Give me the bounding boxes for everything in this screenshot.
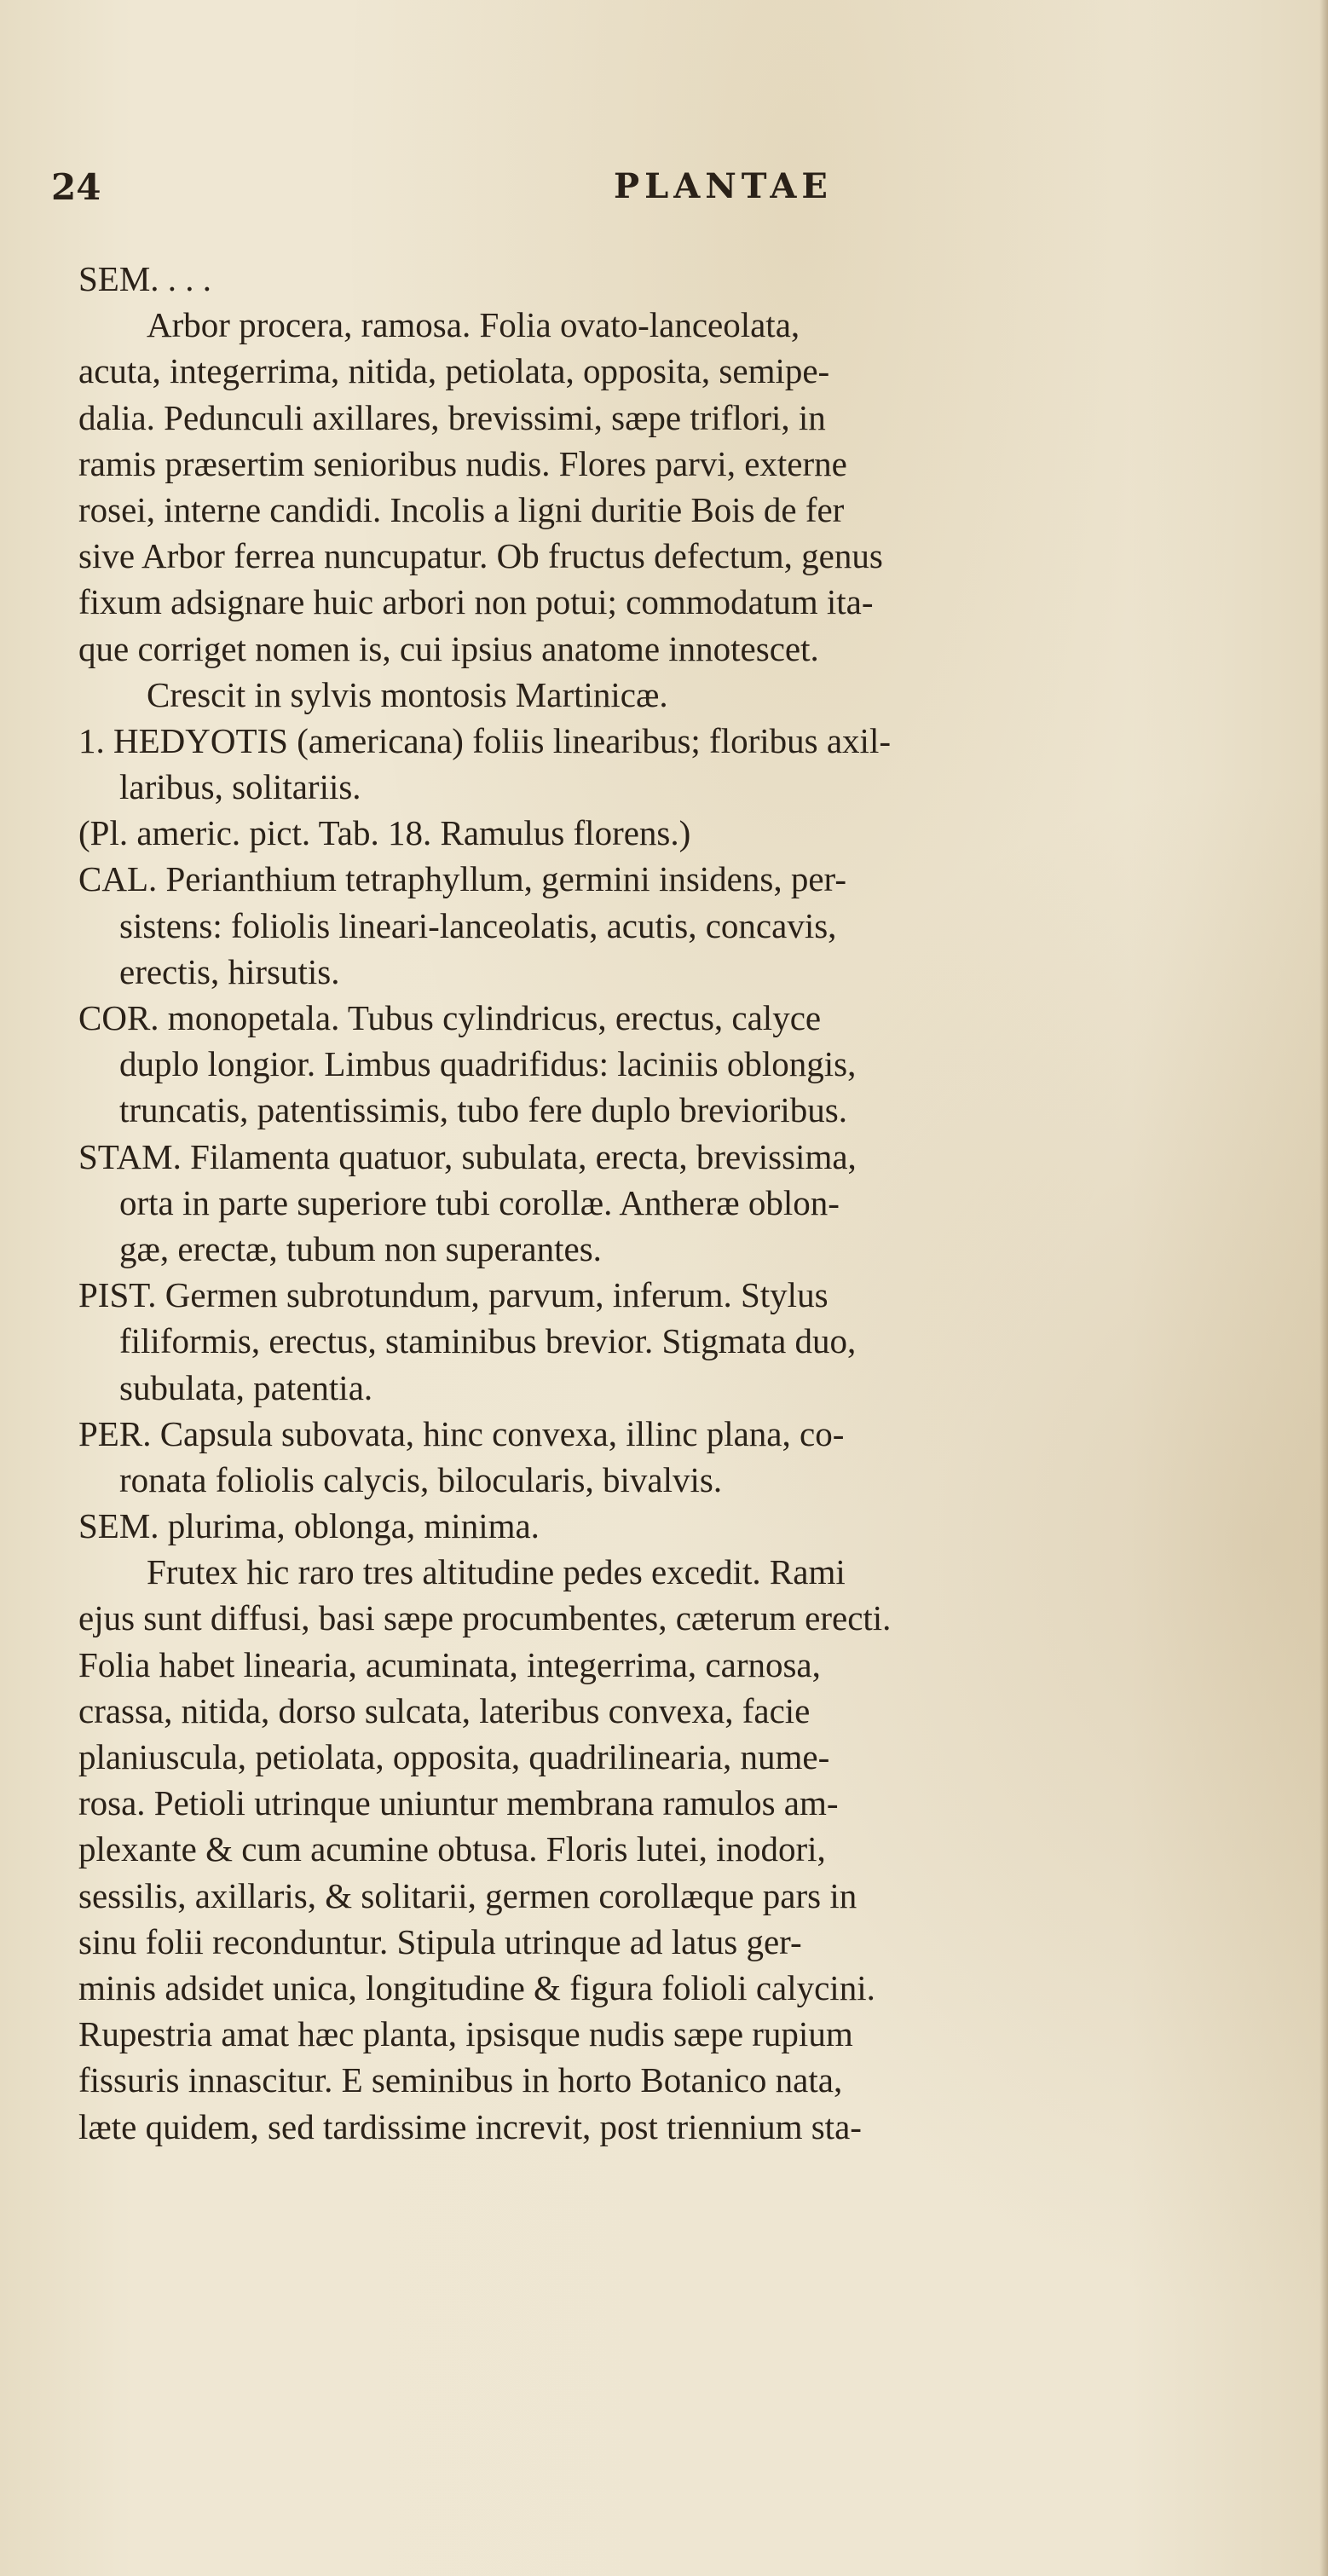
text-line: STAM. Filamenta quatuor, subulata, erecta, brevissima,	[78, 1136, 857, 1176]
text-line: ronata foliolis calycis, bilocularis, bivalvis.	[119, 1459, 723, 1499]
text-line: erectis, hirsutis.	[119, 951, 340, 991]
text-line: Crescit in sylvis montosis Martinicæ.	[147, 674, 668, 714]
text-line: planiuscula, petiolata, opposita, quadrilinearia, nume-	[78, 1737, 830, 1776]
text-line: Arbor procera, ramosa. Folia ovato-lanceolata,	[147, 305, 800, 345]
text-line: COR. monopetala. Tubus cylindricus, erectus, calyce	[78, 998, 822, 1037]
text-line: duplo longior. Limbus quadrifidus: laciniis oblongis,	[119, 1044, 857, 1084]
page-header	[51, 166, 1244, 217]
page-edge-shadow	[1319, 0, 1328, 2576]
text-line: PER. Capsula subovata, hinc convexa, illinc plana, co-	[78, 1413, 845, 1453]
text-line: minis adsidet unica, longitudine & figura folioli calycini.	[78, 1967, 875, 2007]
text-line: sive Arbor ferrea nuncupatur. Ob fructus defectum, genus	[78, 536, 883, 576]
text-line: filiformis, erectus, staminibus brevior. Stigmata duo,	[119, 1321, 857, 1361]
text-line: sistens: foliolis lineari-lanceolatis, acutis, concavis,	[119, 905, 837, 945]
text-line: (Pl. americ. pict. Tab. 18. Ramulus florens.)	[78, 813, 691, 853]
page-number: 24	[51, 166, 101, 208]
text-line: ejus sunt diffusi, basi sæpe procumbentes, cæterum erecti.	[78, 1598, 892, 1638]
text-line: ramis præsertim senioribus nudis. Flores parvi, externe	[78, 443, 847, 483]
text-line: plexante & cum acumine obtusa. Floris lutei, inodori,	[78, 1829, 826, 1869]
text-line: 1. HEDYOTIS (americana) foliis linearibus; floribus axil-	[78, 720, 891, 760]
text-line: truncatis, patentissimis, tubo fere duplo brevioribus.	[119, 1090, 848, 1130]
text-line: fissuris innascitur. E seminibus in horto Botanico nata,	[78, 2060, 843, 2100]
text-line: gæ, erectæ, tubum non superantes.	[119, 1228, 602, 1268]
text-line: PIST. Germen subrotundum, parvum, inferum. Stylus	[78, 1275, 829, 1315]
text-line: sessilis, axillaris, & solitarii, germen corollæque pars in	[78, 1875, 857, 1915]
text-line: que corriget nomen is, cui ipsius anatome innotescet.	[78, 628, 819, 668]
text-line: SEM. plurima, oblonga, minima.	[78, 1506, 540, 1546]
text-line: orta in parte superiore tubi corollæ. Antheræ oblon-	[119, 1182, 840, 1222]
text-line: fixum adsignare huic arbori non potui; commodatum ita-	[78, 582, 874, 622]
text-line: sinu folii reconduntur. Stipula utrinque ad latus ger-	[78, 1921, 802, 1961]
text-line: rosa. Petioli utrinque uniuntur membrana ramulos am-	[78, 1783, 839, 1823]
text-line: Frutex hic raro tres altitudine pedes excedit. Rami	[147, 1552, 846, 1592]
text-line: rosei, interne candidi. Incolis a ligni duritie Bois de fer	[78, 489, 845, 529]
text-line: CAL. Perianthium tetraphyllum, germini insidens, per-	[78, 859, 847, 899]
running-title: PLANTAE	[614, 166, 833, 206]
text-line: SEM. . . .	[78, 259, 212, 298]
text-line: Folia habet linearia, acuminata, integerrima, carnosa,	[78, 1644, 821, 1684]
text-line: subulata, patentia.	[119, 1367, 373, 1407]
text-line: crassa, nitida, dorso sulcata, lateribus convexa, facie	[78, 1690, 811, 1730]
text-line: dalia. Pedunculi axillares, brevissimi, sæpe triflori, in	[78, 397, 826, 437]
text-line: Rupestria amat hæc planta, ipsisque nudis sæpe rupium	[78, 2014, 853, 2054]
text-line: acuta, integerrima, nitida, petiolata, opposita, semipe-	[78, 351, 830, 391]
text-line: laribus, solitariis.	[119, 767, 361, 807]
body-text	[78, 256, 1313, 2150]
text-line: læte quidem, sed tardissime increvit, post triennium sta-	[78, 2106, 862, 2146]
